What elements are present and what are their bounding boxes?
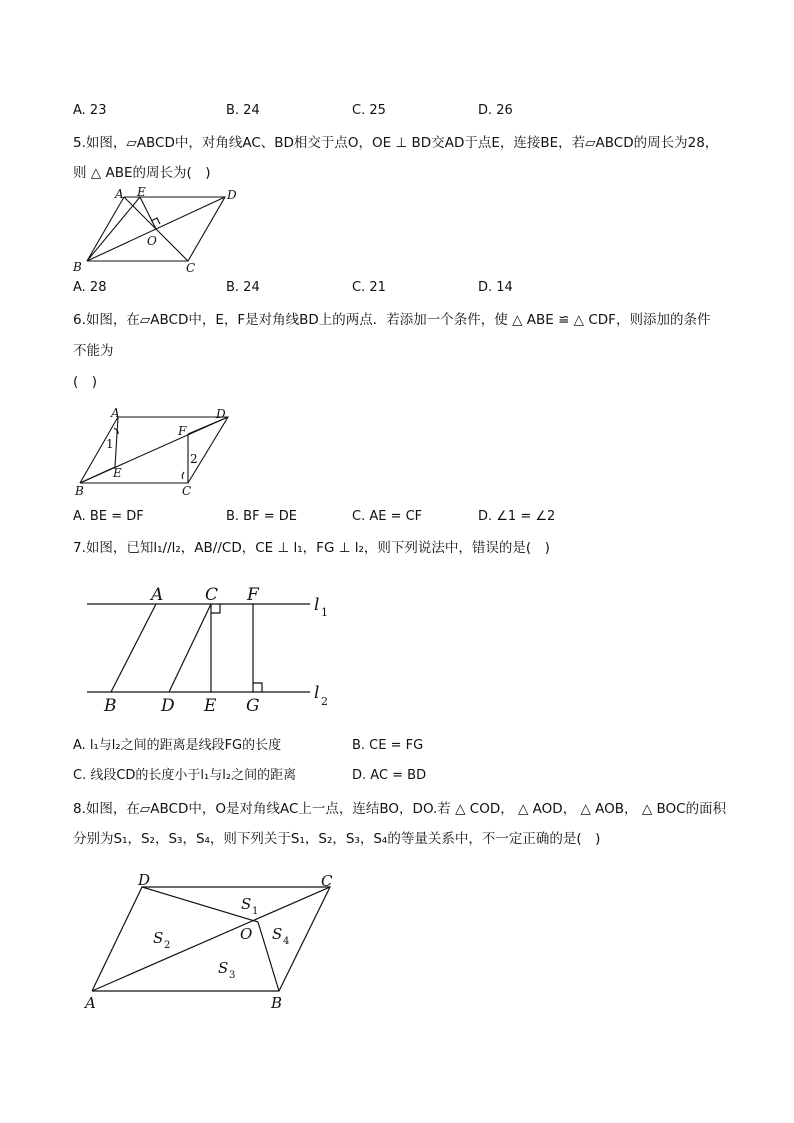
q5-option-d[interactable]: D. 14 — [478, 280, 513, 295]
q7-option-a[interactable]: A. l₁与l₂之间的距离是线段FG的长度 — [73, 738, 282, 753]
q5-segment-be — [87, 197, 140, 261]
q7-segment-cd — [169, 604, 211, 692]
q5-label-e: E — [137, 185, 146, 199]
q7-option-d[interactable]: D. AC = BD — [352, 768, 427, 783]
q6-label-e: E — [113, 466, 122, 480]
q7-right-angle-c — [211, 604, 220, 613]
q5-option-a[interactable]: A. 28 — [73, 280, 107, 295]
q8-label-s4: S — [272, 925, 283, 943]
q5-option-c[interactable]: C. 21 — [352, 280, 386, 295]
q6-angle-2-arc — [182, 472, 184, 479]
q6-label-f: F — [178, 424, 187, 438]
q7-label-l1: l — [314, 595, 320, 615]
q7-label-l1-sub: 1 — [321, 606, 328, 619]
q6-label-c: C — [182, 484, 192, 498]
q8-label-b: B — [271, 994, 283, 1012]
q5-label-o: O — [147, 234, 157, 248]
q5-label-d: D — [227, 188, 237, 202]
q7-label-l2-sub: 2 — [321, 695, 328, 708]
q8-diagonal-ac — [92, 887, 330, 991]
q7-label-d: D — [161, 696, 175, 716]
q7-label-e: E — [204, 696, 217, 716]
q8-label-a: A — [85, 994, 96, 1012]
q4-option-a[interactable]: A. 23 — [73, 103, 107, 118]
q8-label-o: O — [240, 925, 253, 943]
q8-stem-line2: 分别为S₁，S₂，S₃，S₄，则下列关于S₁，S₂，S₃，S₄的等量关系中，不一定正确的是( ) — [73, 831, 601, 847]
q4-option-b[interactable]: B. 24 — [226, 103, 260, 118]
q7-label-a: A — [151, 585, 164, 605]
q5-segment-eo — [140, 197, 156, 229]
q6-option-b[interactable]: B. BF = DE — [226, 509, 297, 524]
q8-label-s1-sub: 1 — [252, 906, 259, 917]
q6-stem-line2: 不能为 — [73, 343, 114, 359]
q6-segment-ae — [115, 417, 118, 467]
q8-label-s3-sub: 3 — [229, 970, 236, 981]
q7-right-angle-g — [253, 683, 262, 692]
q5-stem-line1: 5.如图，▱ABCD中，对角线AC、BD相交于点O，OE ⊥ BD交AD于点E，连接BE，若▱ABCD的周长为28， — [73, 135, 719, 151]
q5-figure — [60, 186, 260, 276]
q8-label-c: C — [321, 872, 333, 890]
q5-label-b: B — [73, 260, 82, 274]
q8-label-s2-sub: 2 — [164, 940, 171, 951]
q6-stem-line3: ( ) — [73, 374, 98, 390]
q7-label-c: C — [205, 585, 219, 605]
q6-label-2: 2 — [190, 452, 198, 466]
q6-option-c[interactable]: C. AE = CF — [352, 509, 423, 524]
q8-label-d: D — [138, 871, 151, 889]
q7-label-g: G — [246, 696, 260, 716]
q7-segment-ab — [111, 604, 156, 692]
q7-label-f: F — [247, 585, 259, 605]
q6-segment-be — [80, 467, 115, 483]
q8-label-s2: S — [153, 929, 164, 947]
q5-label-c: C — [186, 261, 196, 275]
q6-label-b: B — [75, 484, 84, 498]
q7-stem-line1: 7.如图，已知l₁//l₂，AB//CD，CE ⊥ l₁，FG ⊥ l₂，则下列说法中，错误的是( ) — [73, 540, 550, 556]
q7-label-b: B — [104, 696, 117, 716]
q6-stem-line1: 6.如图，在▱ABCD中，E，F是对角线BD上的两点．若添加一个条件，使 △ ABE ≌ △ CDF，则添加的条件 — [73, 312, 711, 328]
q7-label-l2: l — [314, 683, 320, 703]
q6-label-a: A — [111, 406, 120, 420]
q5-option-b[interactable]: B. 24 — [226, 280, 260, 295]
q6-option-d[interactable]: D. ∠1 = ∠2 — [478, 509, 556, 524]
q5-stem-line2: 则 △ ABE的周长为( ) — [73, 165, 211, 181]
q6-label-d: D — [216, 407, 226, 421]
q8-stem-line1: 8.如图，在▱ABCD中，O是对角线AC上一点，连结BO，DO.若 △ COD， △ AOD， △ AOB， △ BOC的面积 — [73, 801, 727, 817]
q6-option-a[interactable]: A. BE = DF — [73, 509, 144, 524]
q8-label-s1: S — [241, 895, 252, 913]
q7-option-b[interactable]: B. CE = FG — [352, 738, 424, 753]
q7-figure — [80, 580, 350, 720]
q5-label-a: A — [115, 187, 124, 201]
q4-option-d[interactable]: D. 26 — [478, 103, 513, 118]
q8-label-s4-sub: 4 — [283, 936, 290, 947]
q6-figure — [70, 404, 250, 504]
q8-figure — [80, 868, 380, 1018]
q7-option-c[interactable]: C. 线段CD的长度小于l₁与l₂之间的距离 — [73, 768, 297, 783]
q4-option-c[interactable]: C. 25 — [352, 103, 386, 118]
q6-label-1: 1 — [106, 437, 114, 451]
q8-label-s3: S — [218, 959, 229, 977]
